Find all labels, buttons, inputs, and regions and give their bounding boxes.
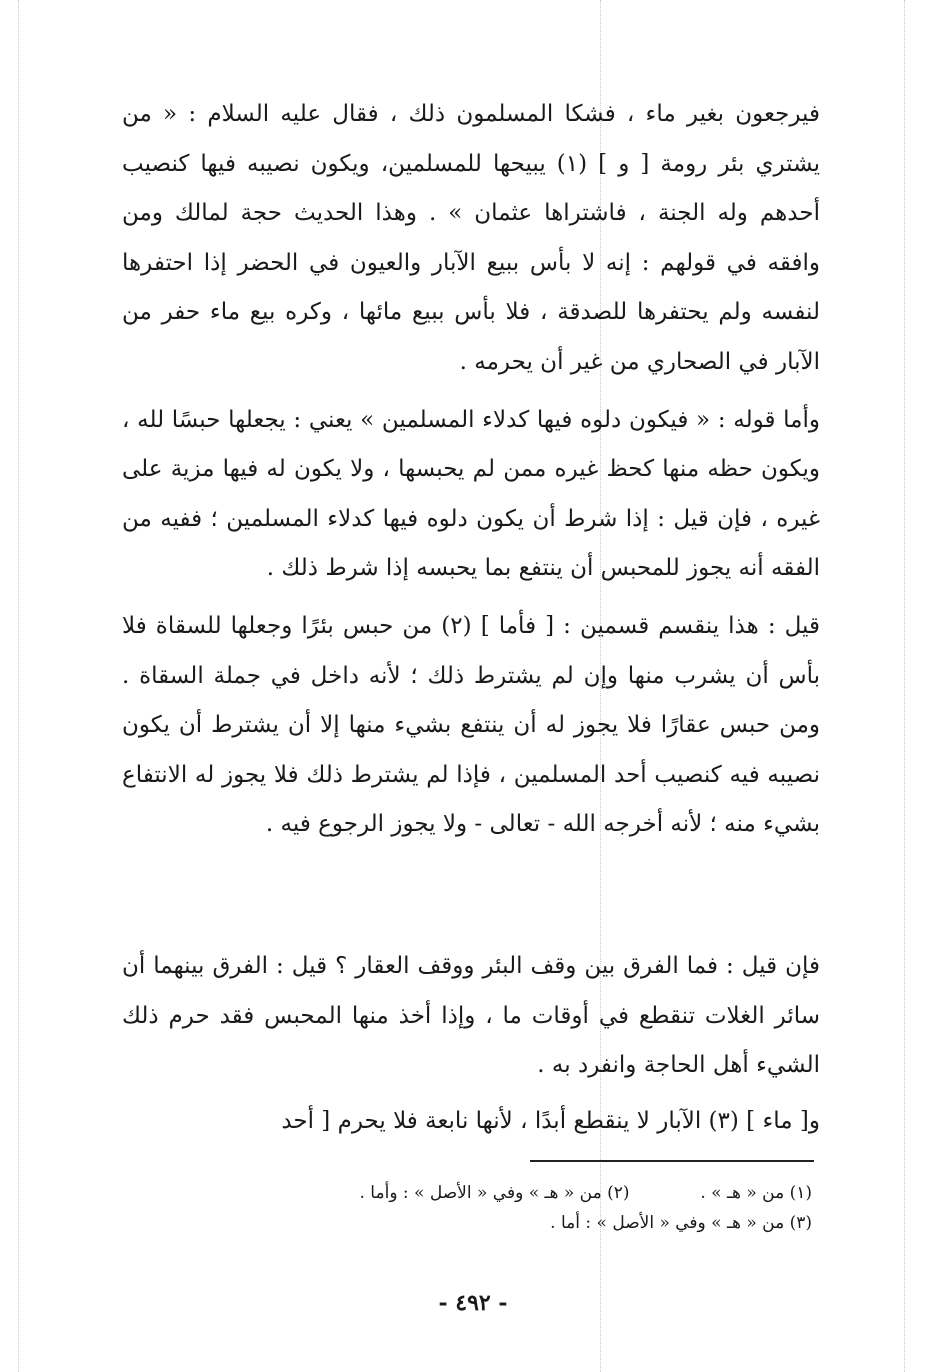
- paragraph-4: فإن قيل : فما الفرق بين وقف البئر ووقف العقار ؟ قيل : الفرق بينهما أن سائر الغلات تنقطع في أوقات ما ، وإذا أخذ منها المحبس فقد حرم ذلك الشيء أهل الحاجة وانفرد به .: [122, 953, 820, 1079]
- body-text-bottom: [122, 942, 820, 1091]
- footnote-1: (١) من « هـ » .: [700, 1183, 812, 1203]
- page-number: - ٤٩٢ -: [438, 1290, 508, 1316]
- footnote-separator: [530, 1160, 814, 1162]
- footnotes: [122, 1178, 812, 1238]
- paragraph-1: فيرجعون بغير ماء ، فشكا المسلمون ذلك ، فقال عليه السلام : « من يشتري بئر رومة [ و ] (١) يبيحها للمسلمين، ويكون نصيبه فيها كنصيب أحدهم وله الجنة ، فاشتراها عثمان » . وهذا الحديث حجة لمالك ومن وافقه في قولهم : إنه لا بأس ببيع الآبار والعيون في الحضر إذا احتفرها لنفسه ولم يحتفرها للصدقة ، فلا بأس ببيع مائها ، وكره بيع ماء حفر من الآبار في الصحاري من غير أن يحرمه .: [122, 101, 821, 375]
- body-text-top: [122, 90, 820, 850]
- body-text-last: [122, 1097, 820, 1147]
- paragraph-3: قيل : هذا ينقسم قسمين : [ فأما ] (٢) من حبس بئرًا وجعلها للسقاة فلا بأس أن يشرب منها وإن لم يشترط ذلك ؛ لأنه داخل في جملة السقاة . ومن حبس عقارًا فلا يجوز له أن ينتفع بشيء منها إلا أن يشترط أن يكون نصيبه فيه كنصيب أحد المسلمين ، فإذا لم يشترط ذلك فلا يجوز له الانتفاع بشيء منه ؛ لأنه أخرجه الله - تعالى - ولا يجوز الرجوع فيه .: [122, 612, 820, 838]
- scan-dotted-line: [904, 0, 905, 1372]
- paragraph-2: وأما قوله : « فيكون دلوه فيها كدلاء المسلمين » يعني : يجعلها حبسًا لله ، ويكون حظه منها كحظ غيره ممن لم يحبسها ، ولا يكون له فيها مزية على غيره ، فإن قيل : إذا شرط أن يكون دلوه فيها كدلاء المسلمين ؛ ففيه من الفقه أنه يجوز للمحبس أن ينتفع بما يحبسه إذا شرط ذلك .: [122, 406, 820, 582]
- footnote-2: (٢) من « هـ » وفي « الأصل » : وأما .: [359, 1183, 630, 1203]
- scan-dotted-line: [18, 0, 19, 1372]
- footnote-3: (٣) من « هـ » وفي « الأصل » : أما .: [550, 1213, 812, 1233]
- paragraph-5: و[ ماء ] (٣) الآبار لا ينقطع أبدًا ، لأنها نابعة فلا يحرم [ أحد: [281, 1108, 820, 1134]
- footnote-row-2: [122, 1208, 812, 1238]
- footnote-row-1: [122, 1178, 812, 1208]
